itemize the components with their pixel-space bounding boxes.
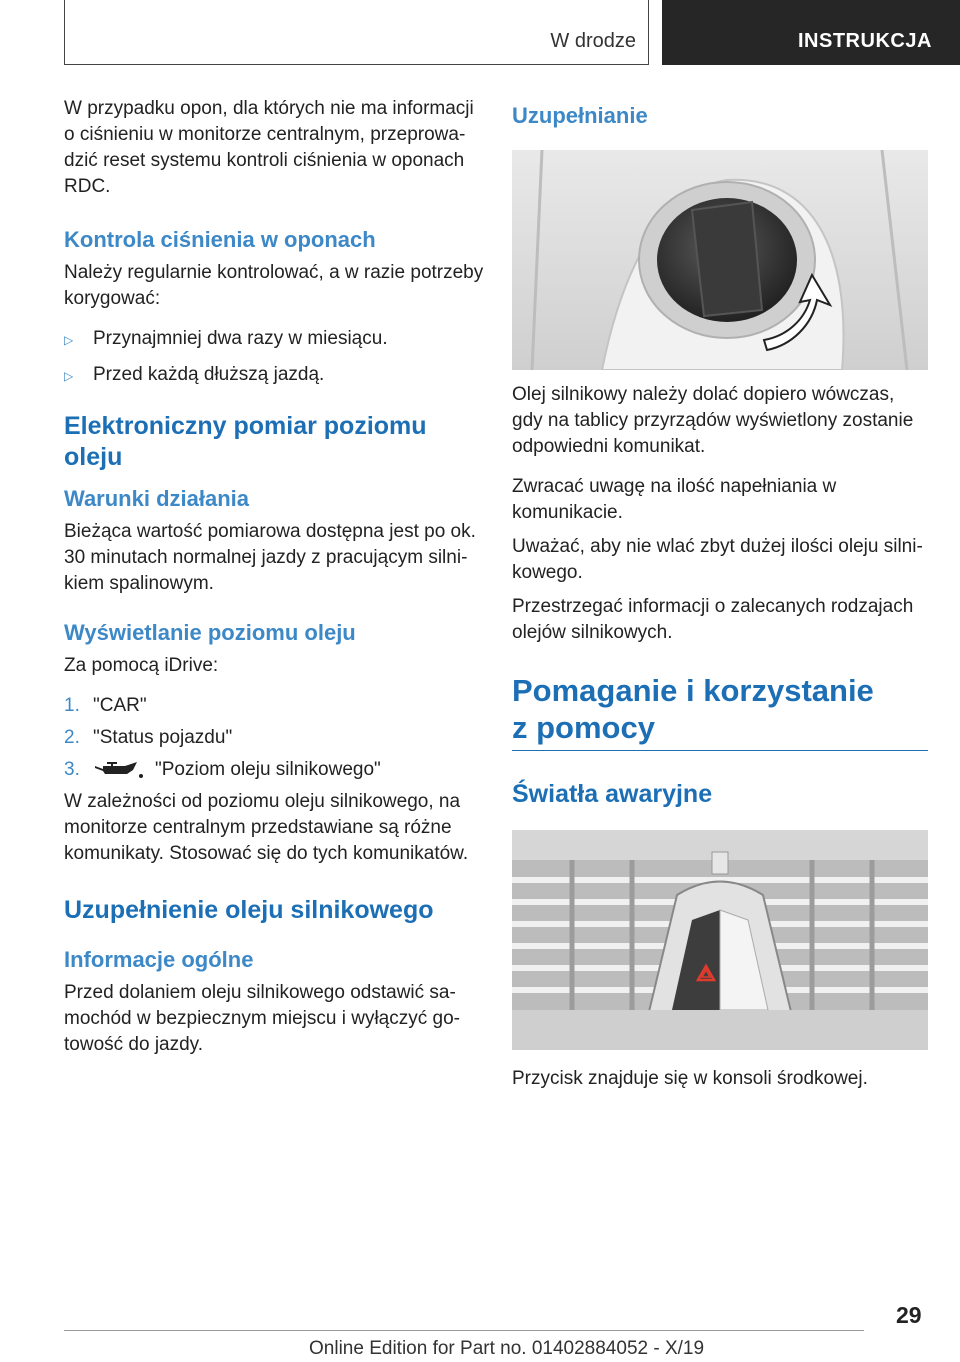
refill-paragraph-2: Zwracać uwagę na ilość napełniania w komunikacie.	[512, 476, 837, 523]
general-info-text: Przed dolaniem oleju silnikowego odstawić samochód w bezpiecznym miejscu i wyłączyć gotowość do jazdy.	[64, 982, 460, 1055]
oil-filler-cap-image	[512, 150, 928, 370]
oil-display-text: W zależności od poziomu oleju silnikowego, na monitorze centralnym przedstawiane są różne komunikaty. Stosować się do tych komunikatów.	[64, 791, 469, 864]
conditions-heading: Warunki działania	[64, 486, 250, 511]
list-item	[64, 757, 484, 783]
footer-divider	[64, 1330, 864, 1331]
hazard-button-image	[512, 830, 928, 1050]
step-text: "Status pojazdu"	[93, 727, 233, 748]
oil-display-intro: Za pomocą iDrive:	[64, 655, 219, 676]
bullet-text: Przed każdą dłuższą jazdą.	[93, 364, 325, 385]
tire-check-heading: Kontrola ciśnienia w oponach	[64, 227, 376, 252]
step-text: "CAR"	[93, 695, 147, 716]
list-item	[64, 362, 484, 389]
header-chapter-title: INSTRUKCJA	[798, 30, 932, 52]
page-number: 29	[896, 1302, 922, 1328]
hazard-button-illustration	[512, 830, 928, 1050]
left-column	[64, 96, 484, 1058]
right-column	[512, 96, 928, 1092]
bullet-text: Przynajmniej dwa razy w miesiącu.	[93, 328, 388, 349]
refill-paragraph-3: Uważać, aby nie wlać zbyt dużej ilości oleju silnikowego.	[512, 536, 923, 583]
step-text: "Poziom oleju silnikowego"	[155, 759, 381, 780]
list-item	[64, 725, 484, 751]
header-chapter-tab	[662, 0, 960, 65]
step-number: 3.	[64, 759, 80, 780]
intro-paragraph: W przypadku opon, dla których nie ma informacji o ciśnieniu w monitorze centralnym, przeprowadzić reset systemu kontroli ciśnienia w oponach RDC.	[64, 98, 474, 197]
conditions-text: Bieżąca wartość pomiarowa dostępna jest po ok. 30 minutach normalnej jazdy z pracującym silnikiem spalinowym.	[64, 521, 476, 594]
oil-filler-cap-illustration	[512, 150, 928, 370]
tire-check-text: Należy regularnie kontrolować, a w razie potrzeby korygować:	[64, 262, 484, 309]
help-heading-line-2: z pomocy	[512, 710, 655, 745]
triangle-bullet-icon: ▷	[64, 333, 74, 347]
refill-paragraph-4: Przestrzegać informacji o zalecanych rodzajach olejów silnikowych.	[512, 596, 914, 643]
hazard-lights-heading: Światła awaryjne	[512, 780, 713, 808]
section-divider	[512, 750, 928, 751]
header-section-title: W drodze	[550, 30, 636, 52]
list-item	[64, 693, 484, 719]
oil-refill-heading: Uzupełnienie oleju silnikowego	[64, 896, 434, 924]
general-info-heading: Informacje ogólne	[64, 947, 254, 972]
triangle-bullet-icon: ▷	[64, 369, 74, 383]
help-heading-line-1: Pomaganie i korzystanie	[512, 673, 874, 708]
help-heading	[512, 672, 928, 746]
oil-can-icon	[93, 760, 149, 780]
footer-edition: Online Edition for Part no. 01402884052 - X/19	[309, 1338, 705, 1359]
oil-measure-heading: Elektroniczny pomiar poziomu oleju	[64, 412, 427, 471]
step-number: 1.	[64, 695, 80, 716]
list-item	[64, 326, 484, 353]
step-number: 2.	[64, 727, 80, 748]
header-section-tab	[64, 0, 649, 65]
refill-paragraph-1: Olej silnikowy należy dolać dopiero wówczas, gdy na tablicy przyrządów wyświetlony zostanie odpowiedni komunikat.	[512, 384, 914, 457]
refill-heading: Uzupełnianie	[512, 103, 648, 128]
hazard-caption: Przycisk znajduje się w konsoli środkowej.	[512, 1068, 868, 1089]
oil-display-heading: Wyświetlanie poziomu oleju	[64, 620, 356, 645]
